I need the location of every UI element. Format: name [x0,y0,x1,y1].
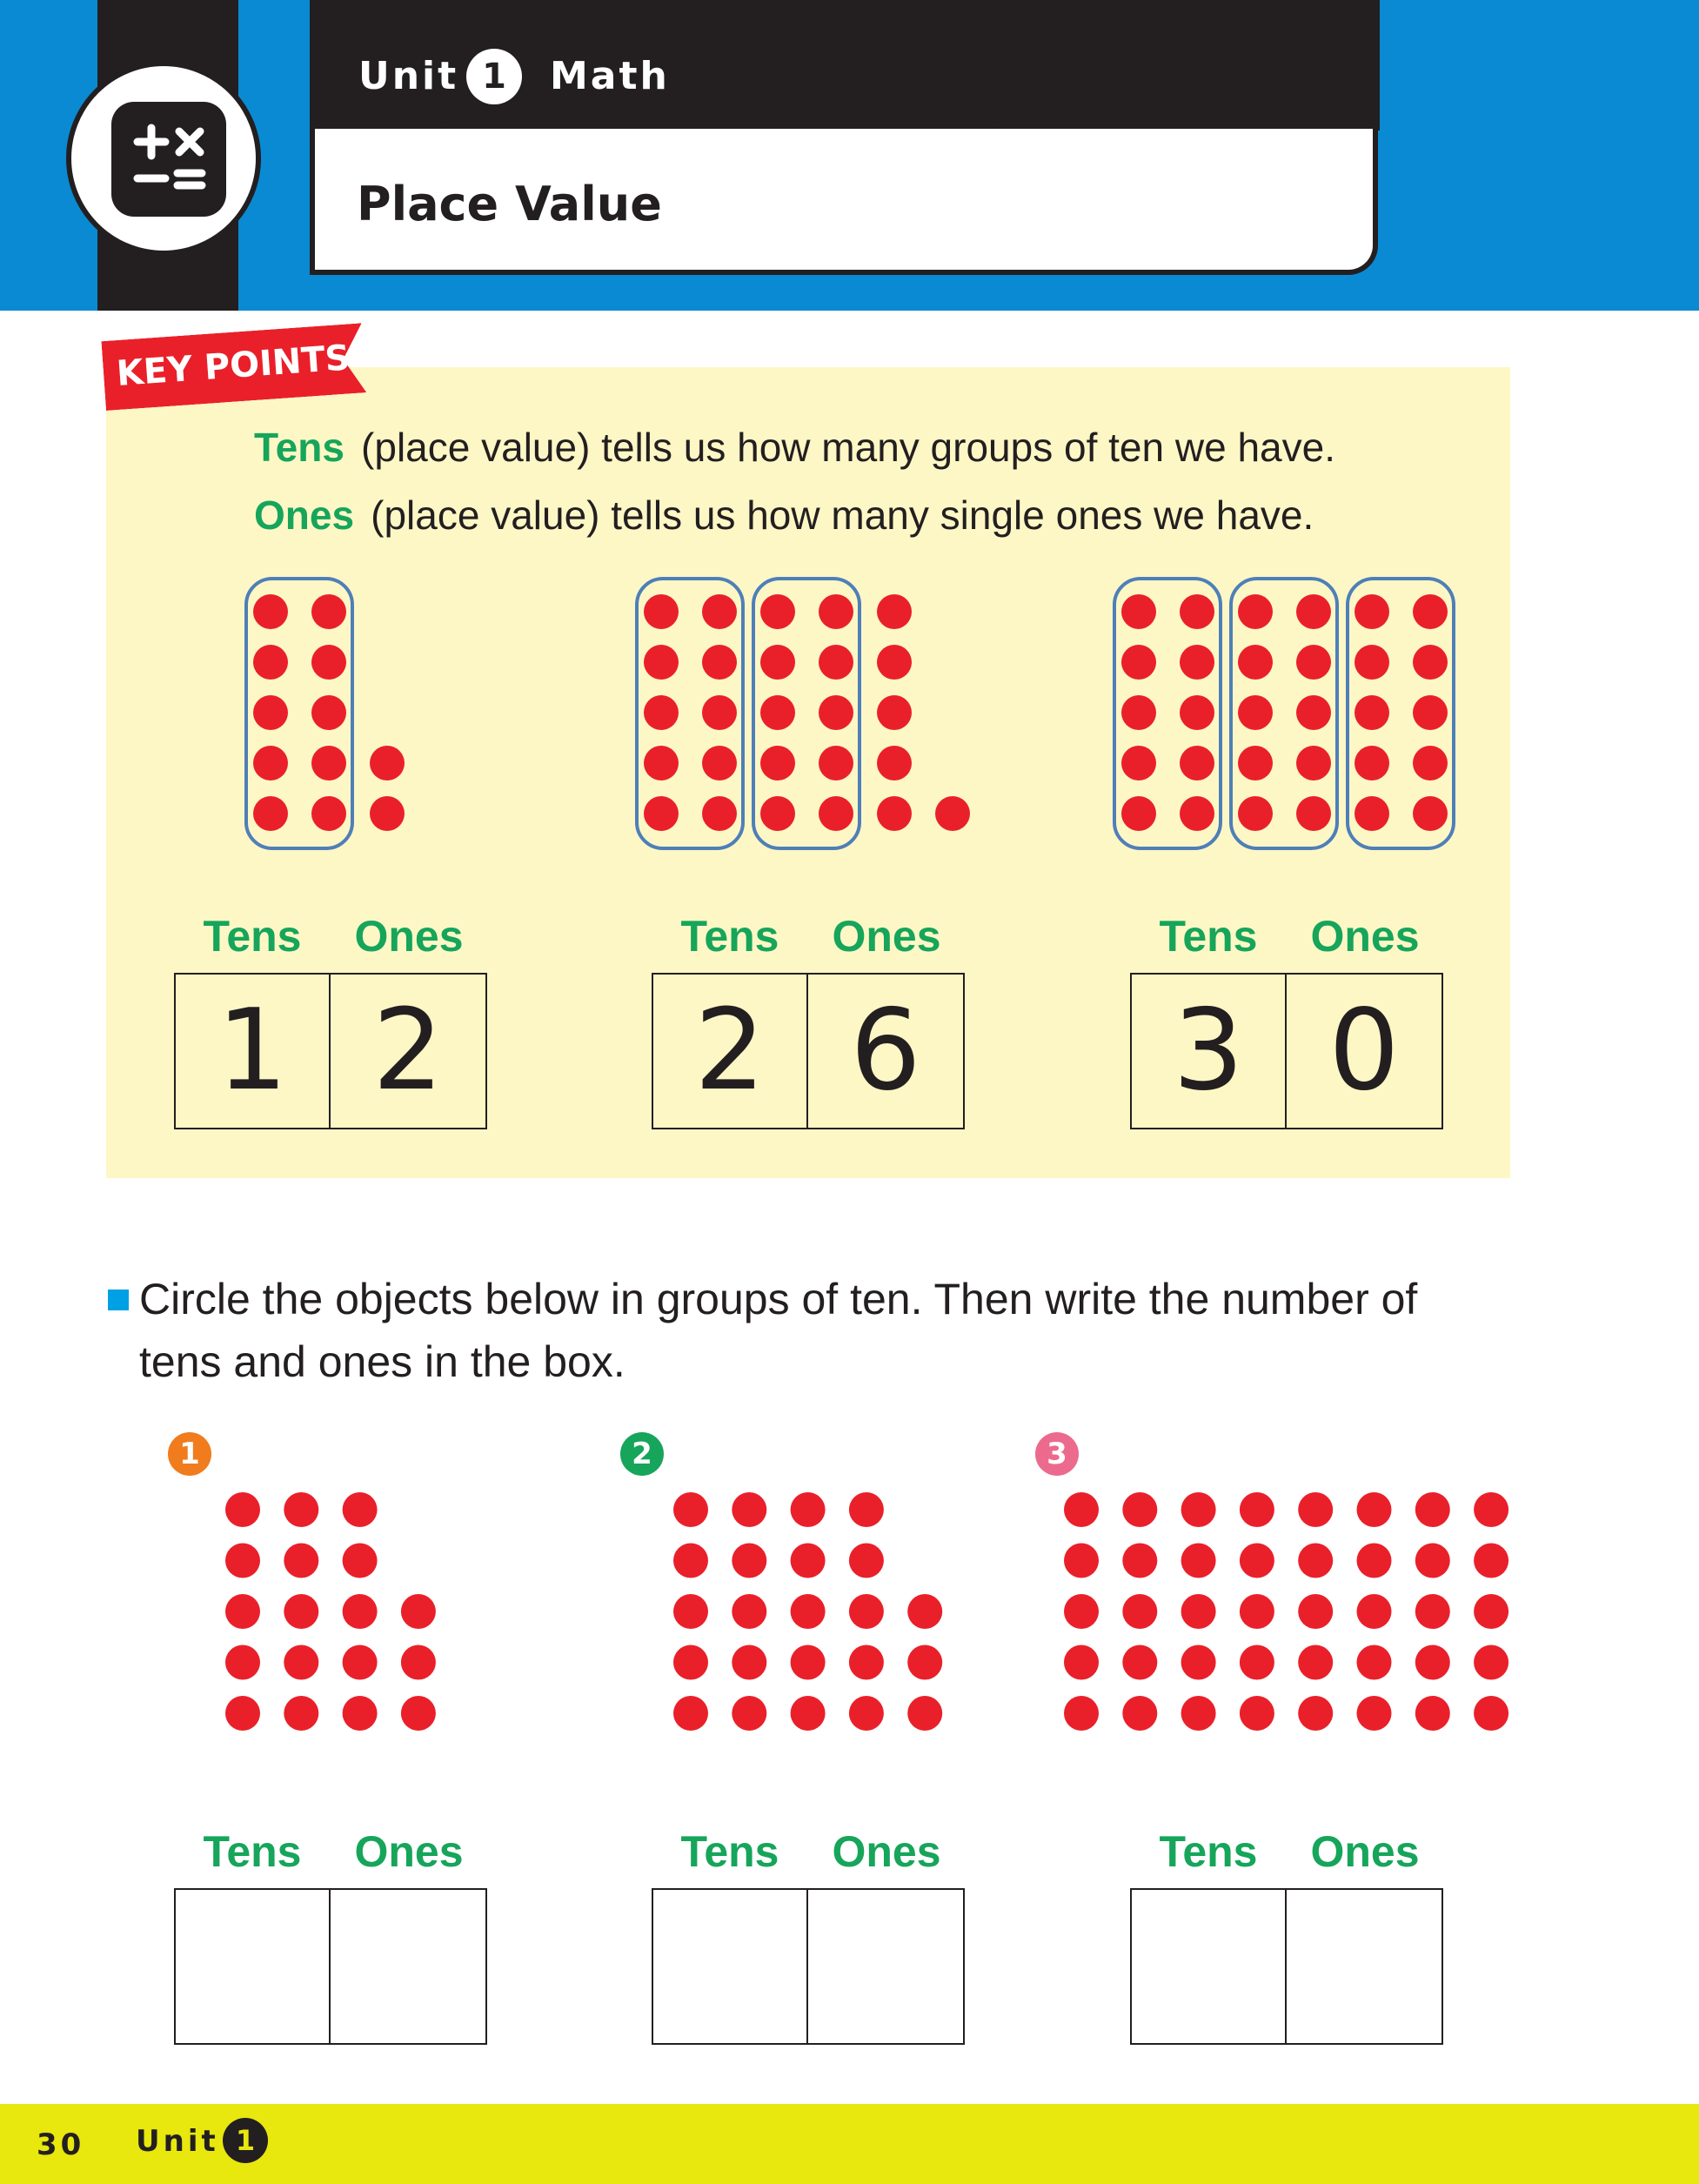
exercise-dot [907,1696,942,1731]
exercise-dot [1298,1696,1333,1731]
exercise-dot [343,1696,378,1731]
exercise-dot [791,1645,826,1680]
exercise-dot [1474,1696,1508,1731]
exercise-dot [1474,1645,1508,1680]
exercise-dot [1415,1645,1450,1680]
answer-2-headers [652,1826,965,1878]
exercise-dot [1298,1594,1333,1629]
tens-value: 1 [176,975,331,1128]
exercise-dot [1415,1544,1450,1578]
exercise-dot [343,1645,378,1680]
exercise-dot [225,1492,260,1527]
ones-value: 6 [850,986,921,1115]
exercise-dot [401,1594,436,1629]
exercise-dot [1064,1594,1099,1629]
exercise-dot [1240,1696,1274,1731]
exercise-dot [907,1645,942,1680]
unit-label: Unit [358,54,459,98]
ones-header: Ones [1310,1827,1420,1876]
exercise-dot [1474,1594,1508,1629]
ones-value: 0 [1328,986,1400,1115]
definition-text: (place value) tells us how many single ones we have. [371,492,1314,538]
definition-term: Tens [254,425,344,470]
unit-number-badge: 1 [466,49,522,104]
exercise-dot [849,1594,884,1629]
exercise-dot [1122,1594,1157,1629]
footer-unit-label: Unit [136,2124,219,2159]
footer-unit-number-badge: 1 [223,2118,268,2163]
exercise-dot [1122,1645,1157,1680]
tens-header: Tens [680,912,779,961]
exercise-dot [284,1645,318,1680]
answer-3-headers [1130,1826,1443,1878]
subject-label: Math [550,54,670,98]
exercise-dot [284,1544,318,1578]
exercise-dot [673,1492,708,1527]
exercise-dot [343,1492,378,1527]
page-number: 30 [37,2127,85,2162]
tens-value: 3 [1132,975,1287,1128]
exercise-dot [284,1492,318,1527]
exercise-dot [673,1696,708,1731]
exercise-dot [401,1645,436,1680]
exercise-dot [849,1696,884,1731]
exercise-dot [1474,1544,1508,1578]
tens-answer-box[interactable] [1132,1890,1287,2043]
exercise-dot [1240,1645,1274,1680]
exercise-dot [1240,1544,1274,1578]
ones-answer-box[interactable] [808,1890,963,2043]
exercise-dot [849,1645,884,1680]
exercise-dot [1240,1492,1274,1527]
tens-header: Tens [1159,912,1258,961]
tens-header: Tens [680,1827,779,1876]
exercise-dot [1357,1645,1392,1680]
instruction-text: Circle the objects below in groups of ten. Then write the number of [139,1275,1418,1323]
exercise-dot [401,1696,436,1731]
problem-number-1: 1 [168,1432,211,1476]
exercise-dot [225,1645,260,1680]
exercise-dot [673,1544,708,1578]
exercise-dot [1064,1696,1099,1731]
ones-header: Ones [832,1827,941,1876]
problem-number-3: 3 [1035,1432,1079,1476]
exercise-dot [1240,1594,1274,1629]
exercise-dot [732,1696,766,1731]
exercise-dot [849,1544,884,1578]
exercise-dot [791,1594,826,1629]
ones-header: Ones [354,912,464,961]
exercise-dot [732,1594,766,1629]
exercise-dot [849,1492,884,1527]
definition-term: Ones [254,492,355,538]
exercise-dot [1181,1696,1216,1731]
problem-number-2: 2 [620,1432,664,1476]
ones-header: Ones [832,912,941,961]
exercise-dot [732,1492,766,1527]
tens-header: Tens [203,1827,302,1876]
tens-value: 2 [653,975,808,1128]
exercise-dot [1064,1492,1099,1527]
page-title: Place Value [357,177,662,231]
tens-header: Tens [203,912,302,961]
exercise-dot [791,1492,826,1527]
exercise-dot [1181,1544,1216,1578]
tens-header: Tens [1159,1827,1258,1876]
key-points-tag-label: KEY POINTS [115,338,351,395]
tens-answer-box[interactable] [176,1890,331,2043]
exercise-dot [791,1696,826,1731]
exercise-dot [1298,1645,1333,1680]
exercise-dot [1122,1492,1157,1527]
exercise-dot [1415,1696,1450,1731]
exercise-dot [284,1594,318,1629]
exercise-dot [1064,1544,1099,1578]
exercise-dot [1415,1594,1450,1629]
exercise-dot [1298,1544,1333,1578]
exercise-dot [1181,1645,1216,1680]
answer-1-headers [174,1826,487,1878]
exercise-dot [225,1544,260,1578]
exercise-dot [791,1544,826,1578]
exercise-dot [732,1544,766,1578]
exercise-dot [1357,1492,1392,1527]
exercise-dot [1415,1492,1450,1527]
ones-value: 2 [372,986,444,1115]
instruction-text: tens and ones in the box. [139,1337,625,1386]
ones-header: Ones [1310,912,1420,961]
answer-2-table [652,1888,965,2045]
exercise-dot [907,1594,942,1629]
exercise-dot [284,1696,318,1731]
tens-answer-box[interactable] [653,1890,808,2043]
exercise-dot [343,1544,378,1578]
exercise-dot [1122,1544,1157,1578]
exercise-dot [1298,1492,1333,1527]
exercise-dot [225,1594,260,1629]
exercise-dot [1181,1594,1216,1629]
exercise-dot [1474,1492,1508,1527]
exercise-dot [673,1594,708,1629]
exercise-dot [343,1594,378,1629]
exercise-dot [1064,1645,1099,1680]
ones-header: Ones [354,1827,464,1876]
answer-3-table [1130,1888,1443,2045]
exercise-dot [732,1645,766,1680]
exercise-dot [1357,1696,1392,1731]
exercise-dot [1357,1544,1392,1578]
exercise-dot [673,1645,708,1680]
exercise-dot [225,1696,260,1731]
exercise-dot [1357,1594,1392,1629]
definition-text: (place value) tells us how many groups of ten we have. [361,425,1335,470]
ones-answer-box[interactable] [331,1890,485,2043]
answer-1-table [174,1888,487,2045]
exercise-dot [1122,1696,1157,1731]
ones-answer-box[interactable] [1287,1890,1441,2043]
exercise-dot [1181,1492,1216,1527]
